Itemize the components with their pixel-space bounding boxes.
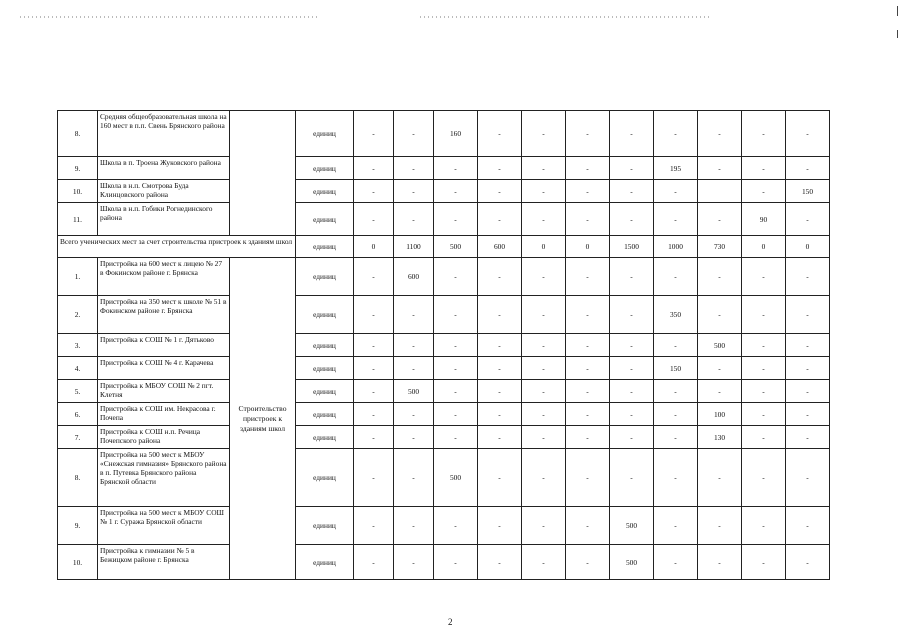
- table-row: [58, 296, 830, 334]
- value-cell: -: [478, 357, 522, 380]
- row-description: Пристройка к СОШ № 4 г. Карачева: [98, 357, 230, 380]
- value-cell: -: [742, 507, 786, 545]
- row-unit: единиц: [296, 357, 354, 380]
- value-cell: -: [394, 203, 434, 236]
- row-unit: единиц: [296, 296, 354, 334]
- value-cell: -: [566, 426, 610, 449]
- value-cell: -: [610, 449, 654, 507]
- value-cell: -: [522, 203, 566, 236]
- value-cell: -: [478, 258, 522, 296]
- value-cell: -: [354, 449, 394, 507]
- value-cell: -: [610, 357, 654, 380]
- row-description: Пристройка к СОШ н.п. Речица Почепского района: [98, 426, 230, 449]
- value-cell: -: [522, 545, 566, 580]
- value-cell: -: [698, 111, 742, 157]
- total-value-cell: 0: [786, 236, 830, 258]
- value-cell: -: [566, 357, 610, 380]
- row-number: 8.: [58, 449, 98, 507]
- table-row: [58, 380, 830, 403]
- value-cell: -: [742, 180, 786, 203]
- value-cell: -: [434, 203, 478, 236]
- value-cell: -: [394, 334, 434, 357]
- value-cell: -: [522, 426, 566, 449]
- value-cell: -: [434, 357, 478, 380]
- value-cell: 130: [698, 426, 742, 449]
- value-cell: -: [786, 426, 830, 449]
- value-cell: -: [394, 111, 434, 157]
- value-cell: -: [610, 403, 654, 426]
- total-value-cell: 1100: [394, 236, 434, 258]
- value-cell: -: [478, 111, 522, 157]
- row-description: Пристройка к МБОУ СОШ № 2 пгт. Клетня: [98, 380, 230, 403]
- value-cell: -: [566, 203, 610, 236]
- scan-edge-mark: [897, 6, 898, 16]
- row-description: Школа в п. Троена Жуковского района: [98, 157, 230, 180]
- row-number: 2.: [58, 296, 98, 334]
- value-cell: -: [566, 296, 610, 334]
- row-number: 7.: [58, 426, 98, 449]
- value-cell: -: [522, 180, 566, 203]
- value-cell: -: [610, 157, 654, 180]
- value-cell: -: [434, 545, 478, 580]
- row-unit: единиц: [296, 203, 354, 236]
- value-cell: -: [522, 357, 566, 380]
- value-cell: -: [566, 545, 610, 580]
- value-cell: -: [522, 296, 566, 334]
- row-number: 5.: [58, 380, 98, 403]
- value-cell: -: [566, 380, 610, 403]
- value-cell: -: [434, 380, 478, 403]
- total-row-label: Всего ученических мест за счет строительства пристроек к зданиям школ: [58, 236, 296, 258]
- value-cell: -: [742, 357, 786, 380]
- value-cell: -: [354, 111, 394, 157]
- total-value-cell: 0: [742, 236, 786, 258]
- value-cell: -: [610, 380, 654, 403]
- row-description: Пристройка к СОШ им. Некрасова г. Почепа: [98, 403, 230, 426]
- row-description: Средняя общеобразовательная школа на 160 мест в п.п. Свень Брянского района: [98, 111, 230, 157]
- row-number: 3.: [58, 334, 98, 357]
- value-cell: -: [354, 203, 394, 236]
- value-cell: -: [786, 157, 830, 180]
- value-cell: -: [434, 258, 478, 296]
- value-cell: -: [478, 203, 522, 236]
- row-number: 10.: [58, 180, 98, 203]
- row-description: Школа в н.п. Смотрова Буда Клинцовского района: [98, 180, 230, 203]
- value-cell: -: [354, 403, 394, 426]
- value-cell: -: [478, 545, 522, 580]
- value-cell: -: [742, 380, 786, 403]
- scan-edge-mark: [897, 30, 898, 38]
- value-cell: -: [478, 180, 522, 203]
- value-cell: -: [654, 426, 698, 449]
- value-cell: -: [478, 403, 522, 426]
- value-cell: -: [698, 157, 742, 180]
- value-cell: -: [394, 449, 434, 507]
- value-cell: 500: [434, 449, 478, 507]
- value-cell: -: [434, 403, 478, 426]
- row-number: 9.: [58, 507, 98, 545]
- row-description: Пристройка к гимназии № 5 в Бежицком районе г. Брянска: [98, 545, 230, 580]
- value-cell: -: [610, 203, 654, 236]
- value-cell: -: [698, 258, 742, 296]
- value-cell: -: [354, 334, 394, 357]
- value-cell: -: [654, 403, 698, 426]
- row-number: 6.: [58, 403, 98, 426]
- row-description: Пристройка на 500 мест к МБОУ «Снежская гимназия» Брянского района в п. Путевка Брянского района Брянской области: [98, 449, 230, 507]
- table-row: [58, 449, 830, 507]
- value-cell: -: [742, 334, 786, 357]
- value-cell: -: [522, 258, 566, 296]
- value-cell: -: [786, 296, 830, 334]
- value-cell: -: [610, 180, 654, 203]
- row-description: Школа в н.п. Гобики Рогнединского района: [98, 203, 230, 236]
- value-cell: -: [566, 258, 610, 296]
- value-cell: -: [394, 296, 434, 334]
- value-cell: -: [610, 426, 654, 449]
- value-cell: -: [394, 545, 434, 580]
- row-number: 4.: [58, 357, 98, 380]
- value-cell: -: [698, 203, 742, 236]
- value-cell: -: [786, 334, 830, 357]
- table-row: [58, 203, 830, 236]
- value-cell: -: [654, 380, 698, 403]
- value-cell: -: [434, 157, 478, 180]
- row-unit: единиц: [296, 258, 354, 296]
- value-cell: -: [698, 449, 742, 507]
- value-cell: -: [654, 507, 698, 545]
- value-cell: 500: [610, 545, 654, 580]
- total-value-cell: 0: [566, 236, 610, 258]
- row-unit: единиц: [296, 180, 354, 203]
- row-unit: единиц: [296, 380, 354, 403]
- row-unit: единиц: [296, 545, 354, 580]
- row-description: Пристройка на 500 мест к МБОУ СОШ № 1 г. Суража Брянской области: [98, 507, 230, 545]
- value-cell: -: [742, 545, 786, 580]
- value-cell: -: [478, 507, 522, 545]
- value-cell: 350: [654, 296, 698, 334]
- value-cell: -: [394, 507, 434, 545]
- value-cell: -: [654, 334, 698, 357]
- total-value-cell: 730: [698, 236, 742, 258]
- value-cell: -: [354, 357, 394, 380]
- value-cell: -: [654, 203, 698, 236]
- group-label: Строительство пристроек к зданиям школ: [230, 258, 296, 580]
- value-cell: -: [566, 180, 610, 203]
- value-cell: -: [354, 507, 394, 545]
- total-value-cell: 500: [434, 236, 478, 258]
- value-cell: [698, 180, 742, 203]
- total-value-cell: 1500: [610, 236, 654, 258]
- value-cell: -: [434, 334, 478, 357]
- value-cell: -: [394, 157, 434, 180]
- value-cell: -: [610, 111, 654, 157]
- table-row: [58, 258, 830, 296]
- value-cell: -: [654, 180, 698, 203]
- value-cell: 160: [434, 111, 478, 157]
- value-cell: -: [354, 157, 394, 180]
- value-cell: -: [742, 296, 786, 334]
- row-description: Пристройка на 600 мест к лицею № 27 в Фокинском районе г. Брянска: [98, 258, 230, 296]
- scan-noise-top: [20, 16, 320, 18]
- row-number: 9.: [58, 157, 98, 180]
- value-cell: 600: [394, 258, 434, 296]
- value-cell: -: [786, 380, 830, 403]
- value-cell: -: [566, 157, 610, 180]
- value-cell: -: [742, 258, 786, 296]
- value-cell: -: [394, 357, 434, 380]
- value-cell: -: [566, 334, 610, 357]
- value-cell: 150: [786, 180, 830, 203]
- value-cell: -: [654, 545, 698, 580]
- value-cell: -: [522, 507, 566, 545]
- row-number: 1.: [58, 258, 98, 296]
- value-cell: -: [394, 180, 434, 203]
- value-cell: 195: [654, 157, 698, 180]
- page-number: 2: [448, 617, 453, 627]
- value-cell: -: [434, 180, 478, 203]
- value-cell: -: [434, 426, 478, 449]
- value-cell: -: [786, 545, 830, 580]
- value-cell: 500: [610, 507, 654, 545]
- value-cell: -: [786, 258, 830, 296]
- table-row: [58, 334, 830, 357]
- table-row: [58, 403, 830, 426]
- value-cell: -: [478, 334, 522, 357]
- value-cell: -: [522, 157, 566, 180]
- value-cell: -: [522, 111, 566, 157]
- value-cell: -: [698, 296, 742, 334]
- value-cell: 150: [654, 357, 698, 380]
- row-unit: единиц: [296, 111, 354, 157]
- scan-noise-top: [420, 16, 710, 18]
- school-construction-table: [57, 110, 830, 580]
- value-cell: -: [610, 258, 654, 296]
- total-row: [58, 236, 830, 258]
- table-row: [58, 357, 830, 380]
- value-cell: -: [522, 449, 566, 507]
- table-row: [58, 157, 830, 180]
- total-value-cell: 0: [354, 236, 394, 258]
- table-row: [58, 426, 830, 449]
- value-cell: 500: [698, 334, 742, 357]
- value-cell: -: [786, 507, 830, 545]
- value-cell: -: [698, 357, 742, 380]
- value-cell: -: [354, 180, 394, 203]
- total-value-cell: 0: [522, 236, 566, 258]
- value-cell: -: [654, 111, 698, 157]
- row-unit: единиц: [296, 157, 354, 180]
- value-cell: -: [786, 203, 830, 236]
- value-cell: 100: [698, 403, 742, 426]
- row-number: 11.: [58, 203, 98, 236]
- value-cell: -: [478, 380, 522, 403]
- value-cell: -: [478, 426, 522, 449]
- row-unit: единиц: [296, 403, 354, 426]
- row-unit: единиц: [296, 334, 354, 357]
- value-cell: -: [698, 507, 742, 545]
- total-value-cell: 600: [478, 236, 522, 258]
- value-cell: -: [354, 545, 394, 580]
- value-cell: -: [434, 296, 478, 334]
- value-cell: -: [742, 111, 786, 157]
- row-description: Пристройка к СОШ № 1 г. Дятьково: [98, 334, 230, 357]
- value-cell: -: [786, 403, 830, 426]
- value-cell: -: [478, 449, 522, 507]
- table-row: [58, 111, 830, 157]
- value-cell: -: [566, 111, 610, 157]
- total-value-cell: 1000: [654, 236, 698, 258]
- value-cell: -: [654, 258, 698, 296]
- value-cell: -: [394, 426, 434, 449]
- row-description: Пристройка на 350 мест к школе № 51 в Фокинском районе г. Брянска: [98, 296, 230, 334]
- value-cell: -: [394, 403, 434, 426]
- value-cell: -: [786, 449, 830, 507]
- value-cell: -: [522, 403, 566, 426]
- value-cell: -: [610, 334, 654, 357]
- value-cell: 500: [394, 380, 434, 403]
- value-cell: -: [742, 449, 786, 507]
- group-cell-schools: [230, 111, 296, 236]
- value-cell: -: [742, 426, 786, 449]
- value-cell: -: [610, 296, 654, 334]
- value-cell: -: [566, 403, 610, 426]
- row-unit: единиц: [296, 426, 354, 449]
- value-cell: -: [354, 296, 394, 334]
- row-number: 10.: [58, 545, 98, 580]
- value-cell: -: [742, 403, 786, 426]
- table-row: [58, 545, 830, 580]
- value-cell: 90: [742, 203, 786, 236]
- value-cell: -: [478, 296, 522, 334]
- value-cell: -: [654, 449, 698, 507]
- value-cell: -: [698, 545, 742, 580]
- value-cell: -: [354, 426, 394, 449]
- value-cell: -: [522, 380, 566, 403]
- value-cell: -: [354, 258, 394, 296]
- value-cell: -: [786, 111, 830, 157]
- value-cell: -: [522, 334, 566, 357]
- value-cell: -: [478, 157, 522, 180]
- table-row: [58, 507, 830, 545]
- total-row-unit: единиц: [296, 236, 354, 258]
- row-unit: единиц: [296, 507, 354, 545]
- row-number: 8.: [58, 111, 98, 157]
- value-cell: -: [742, 157, 786, 180]
- table-row: [58, 180, 830, 203]
- value-cell: -: [566, 507, 610, 545]
- value-cell: -: [566, 449, 610, 507]
- value-cell: -: [434, 507, 478, 545]
- value-cell: -: [354, 380, 394, 403]
- value-cell: -: [698, 380, 742, 403]
- row-unit: единиц: [296, 449, 354, 507]
- value-cell: -: [786, 357, 830, 380]
